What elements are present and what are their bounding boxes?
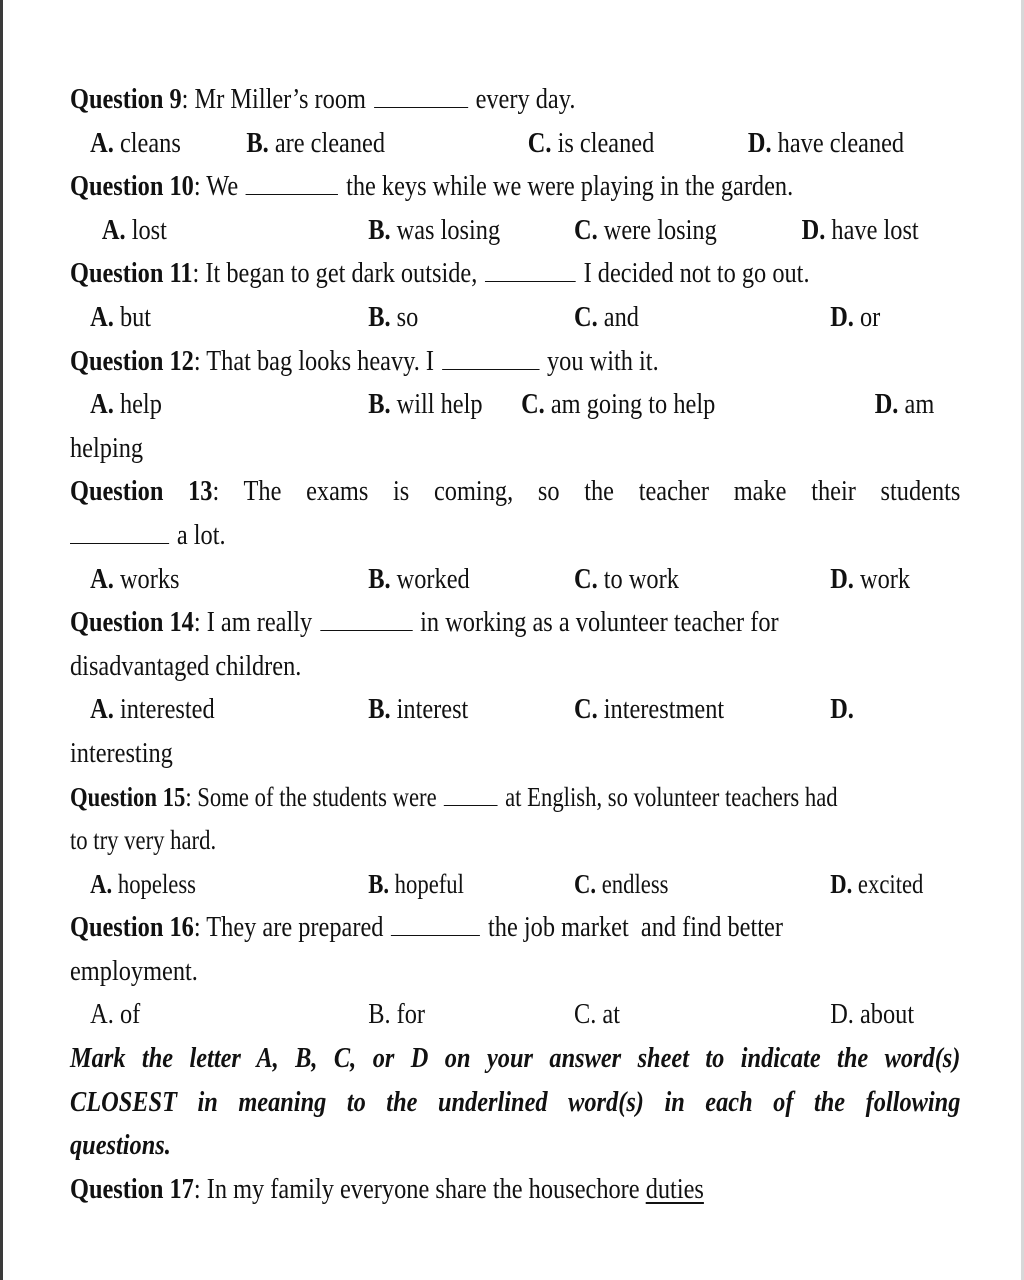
question-text: Mr Miller’s room: [194, 83, 366, 115]
option-d[interactable]: D. have cleaned: [747, 126, 905, 159]
option-a[interactable]: A. lost: [101, 213, 167, 246]
option-b[interactable]: B. are cleaned: [246, 126, 386, 159]
option-a[interactable]: A. help: [90, 388, 162, 421]
worksheet: [70, 78, 960, 1211]
option-d[interactable]: D. have lost: [801, 213, 919, 246]
option-b[interactable]: B. for: [368, 998, 426, 1031]
answer-blank: [246, 193, 338, 195]
option-d-continuation: interesting: [70, 736, 173, 769]
options-11: [70, 296, 960, 340]
option-a[interactable]: A. but: [90, 300, 152, 333]
question-label: Question 17: [70, 1172, 194, 1205]
answer-blank: [374, 106, 468, 108]
option-c[interactable]: C. endless: [574, 868, 669, 899]
question-15: Question 15: Some of the students were at English, so volunteer teachers had: [70, 781, 838, 812]
option-b[interactable]: B. will help: [368, 388, 483, 421]
answer-blank: [70, 542, 169, 544]
question-text: In my family everyone share the housechore: [206, 1172, 640, 1205]
option-c[interactable]: C. to work: [574, 562, 679, 595]
question-text: I decided not to go out.: [583, 257, 810, 290]
option-d-continuation: helping: [70, 431, 144, 464]
question-13: Question 13: The exams is coming, so the teacher make their students: [70, 475, 961, 508]
question-text: I am really: [206, 606, 313, 639]
answer-blank: [444, 804, 498, 806]
question-text: The exams is coming, so the teacher make their students: [243, 475, 961, 508]
option-d[interactable]: D. work: [830, 562, 911, 595]
option-a[interactable]: A. of: [90, 998, 141, 1031]
question-text: the job market and find better: [488, 911, 783, 944]
question-label: Question 9: [70, 83, 182, 115]
question-text: It began to get dark outside,: [205, 257, 478, 290]
question-12: Question 12: That bag looks heavy. I you with it.: [70, 344, 659, 377]
question-label: Question 14: [70, 606, 194, 639]
question-13-line-2: [70, 514, 960, 558]
option-d[interactable]: D. about: [830, 998, 915, 1031]
question-text: in working as a volunteer teacher for: [420, 606, 779, 639]
question-label: Question 12: [70, 344, 194, 377]
option-c[interactable]: C. interestment: [574, 693, 725, 726]
options-10: [70, 209, 960, 253]
question-10: Question 10: We the keys while we were playing in the garden.: [70, 170, 794, 203]
answer-blank: [320, 629, 412, 631]
question-15-line-2: to try very hard.: [70, 825, 217, 856]
question-label: Question 15: [70, 781, 186, 812]
left-border: [0, 0, 3, 1280]
option-c[interactable]: C. and: [574, 300, 639, 333]
question-text: you with it.: [547, 344, 659, 377]
option-c[interactable]: C. at: [574, 998, 621, 1031]
option-d[interactable]: D. excited: [830, 868, 924, 899]
question-label: Question 16: [70, 911, 194, 944]
question-text: the keys while we were playing in the garden.: [346, 170, 794, 203]
option-c[interactable]: C. were losing: [574, 213, 717, 246]
question-9: Question 9: Mr Miller’s room every day.: [70, 83, 576, 115]
option-b[interactable]: B. so: [368, 300, 419, 333]
options-9: [70, 122, 960, 166]
option-c[interactable]: C. am going to help: [521, 388, 716, 421]
option-a[interactable]: A. works: [90, 562, 180, 595]
option-b[interactable]: B. was losing: [368, 213, 501, 246]
section-instruction: Mark the letter A, B, C, or D on your answer sheet to indicate the word(s) CLOSEST in meaning to the underlined word(s) in each of the following questions.: [70, 1042, 961, 1162]
option-d[interactable]: D. am: [874, 388, 935, 421]
question-label: Question 11: [70, 257, 193, 290]
question-label: Question 13: [70, 475, 213, 508]
question-text: every day.: [475, 83, 576, 115]
question-label: Question 10: [70, 170, 194, 203]
options-16: [70, 993, 960, 1037]
question-text: Some of the students were: [197, 781, 437, 812]
question-11: Question 11: It began to get dark outside, I decided not to go out.: [70, 257, 810, 290]
question-17: Question 17: In my family everyone share the housechore duties: [70, 1172, 704, 1205]
underlined-word: duties: [645, 1172, 704, 1205]
option-b[interactable]: B. interest: [368, 693, 469, 726]
options-14: [70, 688, 960, 732]
question-16-line-2: employment.: [70, 954, 198, 987]
option-a[interactable]: A. cleans: [90, 126, 181, 159]
question-text: They are prepared: [206, 911, 384, 944]
option-d[interactable]: D. or: [830, 300, 881, 333]
option-b[interactable]: B. hopeful: [368, 868, 464, 899]
options-12: [70, 383, 960, 427]
option-a[interactable]: A. hopeless: [90, 868, 196, 899]
answer-blank: [442, 368, 539, 370]
answer-blank: [391, 934, 480, 936]
question-16: Question 16: They are prepared the job market and find better: [70, 911, 783, 944]
question-text: a lot.: [176, 518, 226, 551]
question-text: That bag looks heavy. I: [206, 344, 435, 377]
option-c[interactable]: C. is cleaned: [527, 126, 655, 159]
option-d[interactable]: D.: [830, 693, 854, 726]
options-15: [70, 863, 960, 907]
option-b[interactable]: B. worked: [368, 562, 470, 595]
question-14: Question 14: I am really in working as a volunteer teacher for: [70, 606, 779, 639]
answer-blank: [485, 280, 576, 282]
option-a[interactable]: A. interested: [90, 693, 215, 726]
question-text: at English, so volunteer teachers had: [505, 781, 838, 812]
options-13: [70, 558, 960, 602]
question-14-line-2: disadvantaged children.: [70, 649, 302, 682]
question-text: We: [206, 170, 239, 203]
